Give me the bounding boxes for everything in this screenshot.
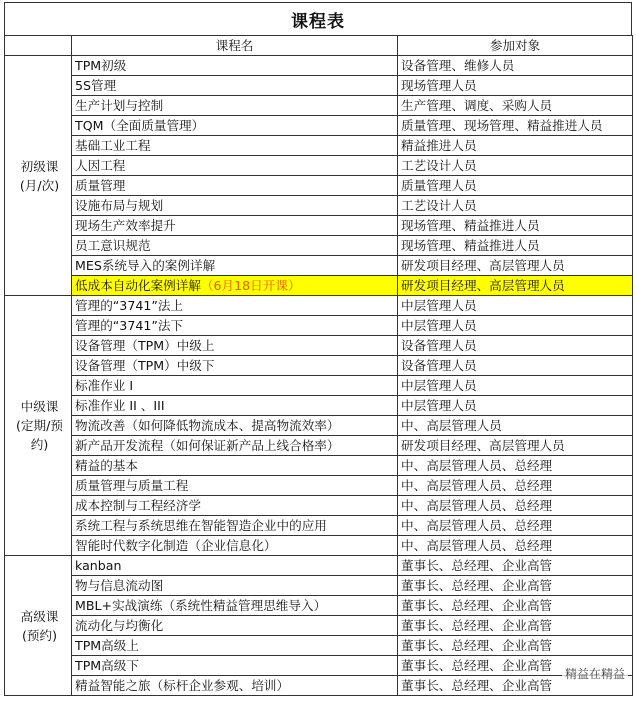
table-row (5, 96, 633, 116)
watermark-text: 精益在精益 (564, 667, 625, 681)
course-cell (72, 396, 398, 416)
course-name: MES系统导入的案例详解 (75, 258, 216, 273)
table-row (5, 316, 633, 336)
course-name: 管理的“3741”法上 (75, 298, 184, 313)
table-row (5, 296, 633, 316)
course-cell (72, 236, 398, 256)
course-cell (72, 576, 398, 596)
table-row (5, 136, 633, 156)
audience-cell: 研发项目经理、高层管理人员 (398, 256, 633, 276)
course-name: TQM（全面质量管理） (75, 118, 205, 133)
course-cell (72, 316, 398, 336)
course-cell (72, 536, 398, 556)
course-name: 人因工程 (75, 158, 126, 173)
course-name: 系统工程与系统思维在智能智造企业中的应用 (75, 518, 327, 533)
table-row (5, 216, 633, 236)
course-cell (72, 116, 398, 136)
audience-cell: 设备管理、维修人员 (398, 56, 633, 76)
table-row (5, 536, 633, 556)
course-cell (72, 616, 398, 636)
level-header (5, 36, 72, 56)
table-row (5, 516, 633, 536)
course-cell (72, 436, 398, 456)
table-row (5, 556, 633, 576)
course-name: 智能时代数字化制造（企业信息化） (75, 538, 277, 553)
audience-cell: 中、高层管理人员、总经理 (398, 536, 633, 556)
audience-cell: 现场管理、精益推进人员 (398, 216, 633, 236)
course-name: 新产品开发流程（如何保证新产品上线合格率） (75, 438, 340, 453)
course-name: TPM高级上 (75, 638, 139, 653)
course-cell (72, 356, 398, 376)
table-body (5, 56, 633, 696)
audience-cell: 中层管理人员 (398, 316, 633, 336)
course-name: 员工意识规范 (75, 238, 151, 253)
course-cell (72, 556, 398, 576)
course-name: 物流改善（如何降低物流成本、提高物流效率） (75, 418, 340, 433)
level-cell: 初级课 (月/次) (5, 56, 72, 296)
audience-cell: 研发项目经理、高层管理人员 (398, 436, 633, 456)
table-row (5, 116, 633, 136)
course-name: 5S管理 (75, 78, 117, 93)
audience-cell: 中层管理人员 (398, 296, 633, 316)
course-schedule-table (4, 35, 633, 696)
audience-cell: 中、高层管理人员、总经理 (398, 456, 633, 476)
level-cell: 中级课 (定期/预约) (5, 296, 72, 556)
audience-cell: 设备管理人员 (398, 336, 633, 356)
course-name: 精益智能之旅（标杆企业参观、培训） (75, 678, 290, 693)
audience-header: 参加对象 (398, 36, 633, 56)
audience-cell: 工艺设计人员 (398, 156, 633, 176)
audience-cell: 精益推进人员 (398, 136, 633, 156)
course-name: 流动化与均衡化 (75, 618, 164, 633)
level-cell: 高级课 (预约) (5, 556, 72, 696)
table-row (5, 196, 633, 216)
course-cell (72, 676, 398, 696)
audience-cell: 中、高层管理人员、总经理 (398, 516, 633, 536)
course-cell (72, 516, 398, 536)
audience-cell: 董事长、总经理、企业高管 (398, 676, 633, 696)
audience-cell: 董事长、总经理、企业高管 (398, 656, 633, 676)
course-cell (72, 496, 398, 516)
audience-cell: 董事长、总经理、企业高管 (398, 616, 633, 636)
course-cell (72, 596, 398, 616)
course-cell (72, 296, 398, 316)
course-name: kanban (75, 558, 122, 573)
course-cell (72, 256, 398, 276)
table-row (5, 256, 633, 276)
table-row (5, 56, 633, 76)
table-row (5, 676, 633, 696)
course-name: 成本控制与工程经济学 (75, 498, 201, 513)
course-cell (72, 76, 398, 96)
course-name: 基础工业工程 (75, 138, 151, 153)
course-name: 低成本自动化案例详解 (75, 278, 201, 293)
audience-cell: 工艺设计人员 (398, 196, 633, 216)
audience-cell: 现场管理人员 (398, 76, 633, 96)
page-title (4, 2, 632, 35)
course-name: MBL+实战演练（系统性精益管理思维导入） (75, 598, 327, 613)
table-row (5, 656, 633, 676)
course-cell (72, 416, 398, 436)
course-cell (72, 56, 398, 76)
course-cell (72, 136, 398, 156)
title-text: 课程表 (291, 11, 345, 32)
course-name: TPM初级 (75, 58, 127, 73)
table-row (5, 356, 633, 376)
course-cell (72, 156, 398, 176)
audience-cell: 设备管理人员 (398, 356, 633, 376)
course-name: 设备管理（TPM）中级下 (75, 358, 215, 373)
audience-cell: 研发项目经理、高层管理人员 (398, 276, 633, 296)
course-cell (72, 636, 398, 656)
table-row (5, 496, 633, 516)
course-name: 精益的基本 (75, 458, 138, 473)
audience-cell: 中层管理人员 (398, 396, 633, 416)
table-row (5, 456, 633, 476)
course-header: 课程名 (72, 36, 398, 56)
course-cell (72, 196, 398, 216)
table-row (5, 576, 633, 596)
table-row (5, 176, 633, 196)
table-row (5, 76, 633, 96)
audience-cell: 现场管理、精益推进人员 (398, 236, 633, 256)
course-cell (72, 476, 398, 496)
course-cell (72, 176, 398, 196)
audience-cell: 董事长、总经理、企业高管 (398, 636, 633, 656)
table-row (5, 276, 633, 296)
course-name: 管理的“3741”法下 (75, 318, 184, 333)
course-cell (72, 656, 398, 676)
table-row (5, 336, 633, 356)
table-row (5, 616, 633, 636)
table-row (5, 236, 633, 256)
course-name: 标准作业 II 、III (75, 398, 165, 413)
course-cell (72, 216, 398, 236)
audience-cell: 质量管理人员 (398, 176, 633, 196)
watermark (562, 664, 628, 683)
course-name: 质量管理 (75, 178, 126, 193)
course-cell (72, 96, 398, 116)
course-name: 物与信息流动图 (75, 578, 164, 593)
audience-cell: 中层管理人员 (398, 376, 633, 396)
course-name: 设备管理（TPM）中级上 (75, 338, 215, 353)
course-name: 生产计划与控制 (75, 98, 164, 113)
table-row (5, 596, 633, 616)
audience-cell: 董事长、总经理、企业高管 (398, 576, 633, 596)
audience-cell: 生产管理、调度、采购人员 (398, 96, 633, 116)
audience-cell: 质量管理、现场管理、精益推进人员 (398, 116, 633, 136)
course-cell (72, 336, 398, 356)
table-row (5, 636, 633, 656)
audience-cell: 董事长、总经理、企业高管 (398, 596, 633, 616)
table-row (5, 396, 633, 416)
course-name: 标准作业 I (75, 378, 134, 393)
course-cell (72, 456, 398, 476)
audience-cell: 中、高层管理人员 (398, 416, 633, 436)
course-name: 质量管理与质量工程 (75, 478, 189, 493)
audience-cell: 中、高层管理人员、总经理 (398, 476, 633, 496)
course-cell (72, 276, 398, 296)
table-row (5, 156, 633, 176)
table-header-row (5, 36, 633, 56)
course-name: TPM高级下 (75, 658, 139, 673)
start-date-note: （6月18日开课） (200, 278, 301, 293)
table-row (5, 476, 633, 496)
table-row (5, 376, 633, 396)
audience-cell: 中、高层管理人员、总经理 (398, 496, 633, 516)
table-row (5, 436, 633, 456)
course-name: 现场生产效率提升 (75, 218, 176, 233)
course-name: 设施布局与规划 (75, 198, 164, 213)
course-cell (72, 376, 398, 396)
table-row (5, 416, 633, 436)
audience-cell: 董事长、总经理、企业高管 (398, 556, 633, 576)
